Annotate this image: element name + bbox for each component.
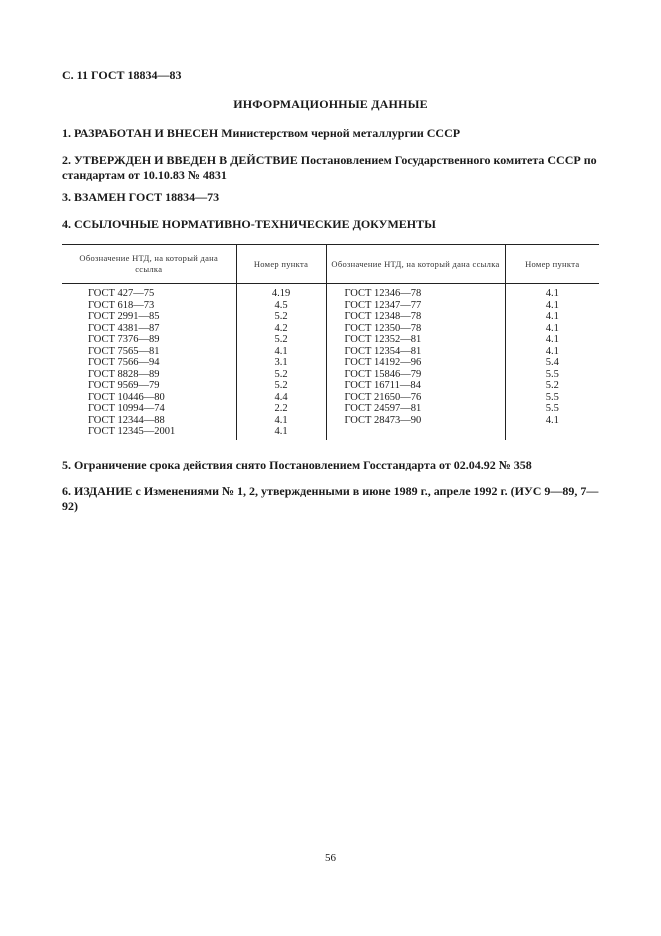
point-number: 4.5: [274, 299, 288, 311]
item-text: с Изменениями № 1, 2, утвержденными в июне 1989 г., апреле 1992 г. (ИУС 9—89, 7—92): [62, 484, 599, 513]
doc-designation: ГОСТ 618—73: [88, 299, 155, 311]
item-heading: ВЗАМЕН ГОСТ 18834—73: [74, 190, 220, 204]
doc-designation: ГОСТ 12345—2001: [88, 426, 176, 437]
doc-designation: ГОСТ 16711—84: [344, 380, 421, 391]
item-text: Министерством черной металлургии СССР: [221, 126, 461, 140]
point-number: 3.1: [274, 357, 288, 368]
point-number: 5.4: [545, 357, 559, 368]
point-number: 5.2: [545, 380, 559, 391]
doc-designation: ГОСТ 8828—89: [88, 368, 160, 380]
doc-designation: ГОСТ 12348—78: [344, 311, 422, 322]
item-number: 5.: [62, 458, 71, 472]
item-text: Ограничение срока действия снято Постановлением Госстандарта от 02.04.92 № 358: [74, 458, 532, 472]
doc-designation: ГОСТ 10446—80: [88, 391, 165, 403]
doc-designation: ГОСТ 12352—81: [344, 334, 422, 345]
item-number: 6.: [62, 484, 71, 498]
point-number: 4.1: [545, 322, 559, 334]
point-number: 4.1: [274, 414, 288, 426]
info-item-4: [62, 217, 607, 232]
doc-designation: ГОСТ 12346—78: [344, 288, 422, 299]
left-docs-column: [62, 284, 236, 440]
doc-designation: ГОСТ 10994—74: [88, 403, 165, 414]
point-number: 4.1: [545, 414, 559, 426]
doc-designation: ГОСТ 427—75: [88, 288, 155, 299]
point-number: 4.1: [274, 345, 288, 357]
right-docs-column: [326, 284, 505, 440]
reference-documents-table: [62, 244, 599, 440]
doc-designation: ГОСТ 12344—88: [88, 414, 165, 426]
doc-designation: ГОСТ 14192—96: [344, 357, 422, 368]
point-number: 4.1: [545, 334, 559, 345]
point-number: 4.1: [545, 288, 559, 299]
doc-designation: ГОСТ 12347—77: [344, 299, 422, 311]
info-item-2: [62, 153, 607, 183]
point-number: 2.2: [274, 403, 288, 414]
item-number: 1.: [62, 126, 71, 140]
item-heading: ССЫЛОЧНЫЕ НОРМАТИВНО-ТЕХНИЧЕСКИЕ ДОКУМЕНТЫ: [74, 217, 436, 231]
doc-designation: ГОСТ 12350—78: [344, 322, 422, 334]
info-item-3: [62, 190, 607, 205]
doc-designation: ГОСТ 7565—81: [88, 345, 160, 357]
point-number: 4.1: [545, 345, 559, 357]
page-number: 56: [325, 852, 336, 864]
header-doc-designation-right: Обозначение НТД, на который дана ссылка: [326, 245, 505, 284]
table-body-row: [62, 284, 599, 440]
doc-designation: ГОСТ 12354—81: [344, 345, 422, 357]
item-heading: РАЗРАБОТАН И ВНЕСЕН: [74, 126, 219, 140]
doc-designation: ГОСТ 2991—85: [88, 311, 160, 322]
doc-designation: ГОСТ 9569—79: [88, 380, 160, 391]
point-number: 4.1: [545, 299, 559, 311]
doc-designation: ГОСТ 28473—90: [344, 414, 422, 426]
item-heading: ИЗДАНИЕ: [74, 484, 133, 498]
point-number: 5.5: [545, 391, 559, 403]
item-heading: УТВЕРЖДЕН И ВВЕДЕН В ДЕЙСТВИЕ: [74, 153, 298, 167]
item-text: Постановлением Государственного комитета СССР по стандартам от 10.10.83 № 4831: [62, 153, 597, 182]
header-point-number-right: Номер пункта: [505, 245, 599, 284]
doc-designation: ГОСТ 15846—79: [344, 368, 422, 380]
point-number: 4.2: [274, 322, 288, 334]
doc-designation: ГОСТ 7566—94: [88, 357, 160, 368]
point-number: 5.2: [274, 311, 288, 322]
doc-designation: ГОСТ 7376—89: [88, 334, 160, 345]
point-number: 5.5: [545, 403, 559, 414]
point-number: 4.4: [274, 391, 288, 403]
item-number: 2.: [62, 153, 71, 167]
page-header: С. 11 ГОСТ 18834—83: [62, 68, 182, 82]
table-header-row: [62, 245, 599, 284]
point-number: 5.2: [274, 368, 288, 380]
point-number: 5.5: [545, 368, 559, 380]
item-number: 3.: [62, 190, 71, 204]
doc-designation: ГОСТ 24597—81: [344, 403, 422, 414]
header-doc-designation-left: Обозначение НТД, на который дана ссылка: [62, 245, 236, 284]
doc-designation: ГОСТ 21650—76: [344, 391, 422, 403]
info-item-1: [62, 126, 607, 141]
header-point-number-left: Номер пункта: [236, 245, 326, 284]
point-number: 4.1: [274, 426, 288, 437]
doc-designation: ГОСТ 4381—87: [88, 322, 160, 334]
info-item-5: [62, 458, 607, 473]
info-item-6: [62, 484, 607, 514]
section-title: ИНФОРМАЦИОННЫЕ ДАННЫЕ: [233, 97, 428, 111]
left-points-column: [236, 284, 326, 440]
right-points-column: [505, 284, 599, 440]
point-number: 4.1: [545, 311, 559, 322]
point-number: 4.19: [271, 288, 291, 299]
item-number: 4.: [62, 217, 71, 231]
point-number: 5.2: [274, 334, 288, 345]
point-number: 5.2: [274, 380, 288, 391]
